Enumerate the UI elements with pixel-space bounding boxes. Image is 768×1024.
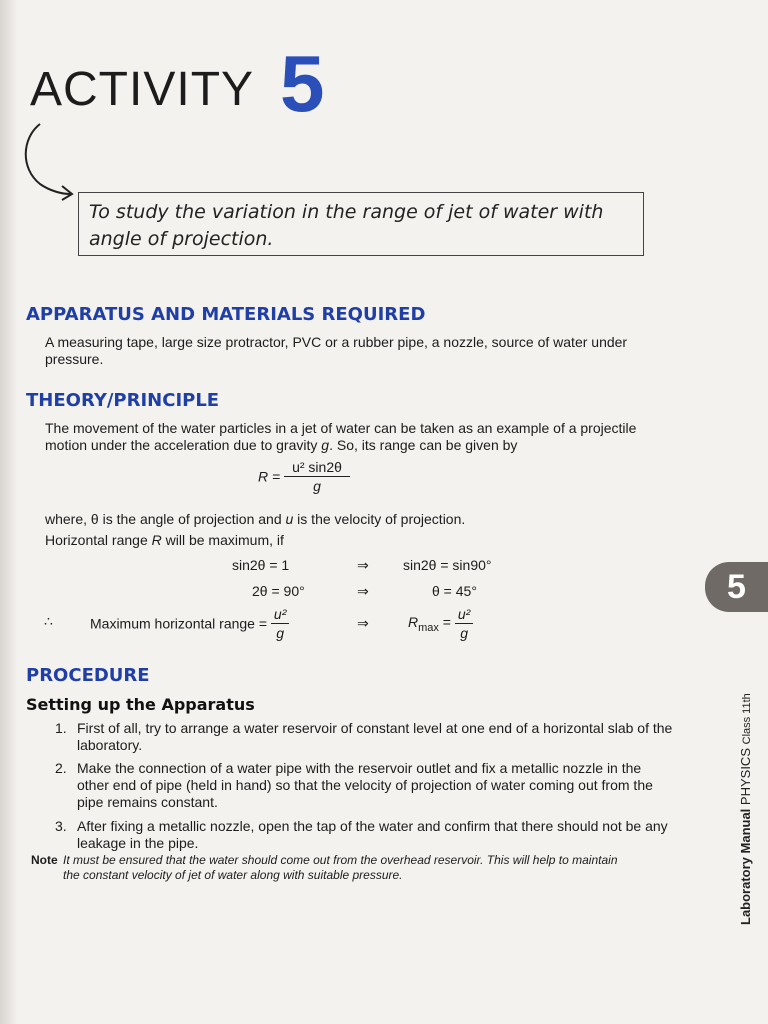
- where-b: is the velocity of projection.: [293, 511, 466, 527]
- step-line: pipe remains constant.: [77, 794, 218, 810]
- apparatus-heading: APPARATUS AND MATERIALS REQUIRED: [26, 304, 426, 325]
- apparatus-line-1: A measuring tape, large size protractor, PVC or a rubber pipe, a nozzle, source of water under: [45, 334, 628, 350]
- procedure-step-3: [55, 818, 695, 852]
- step-number: 2.: [55, 760, 67, 776]
- eq3-left: [90, 605, 289, 642]
- range-formula: [258, 458, 350, 495]
- side-label-class: Class 11th: [741, 693, 753, 745]
- apparatus-text: [45, 334, 705, 368]
- aim-line-2: angle of projection.: [89, 228, 274, 250]
- step-line: First of all, try to arrange a water reservoir of constant level at one end of a horizontal slab of the: [77, 720, 673, 736]
- therefore-symbol: ∴: [44, 613, 53, 629]
- step-number: 1.: [55, 720, 67, 736]
- activity-title: ACTIVITY: [30, 63, 255, 116]
- eq2-implies: ⇒: [357, 583, 369, 599]
- aim-line-1: To study the variation in the range of jet of water with: [89, 201, 604, 223]
- rmax-fraction: [455, 605, 473, 642]
- side-running-label: [738, 693, 753, 925]
- eq2-right: θ = 45°: [432, 583, 477, 599]
- where-a: where, θ is the angle of projection and: [45, 511, 286, 527]
- activity-number: 5: [280, 39, 325, 128]
- where-u: u: [285, 511, 294, 527]
- step-line: Make the connection of a water pipe with the reservoir outlet and fix a metallic nozzle in the: [77, 760, 642, 776]
- eq1-implies: ⇒: [357, 557, 369, 573]
- rmax-eq: =: [442, 613, 451, 630]
- eq3-denominator: g: [276, 625, 285, 641]
- eq3-right: [408, 605, 473, 642]
- formula-numerator: u² sin2θ: [284, 458, 350, 477]
- rmax-sub: max: [418, 621, 439, 634]
- horizontal-line: [45, 532, 284, 549]
- step-line: After fixing a metallic nozzle, open the tap of the water and confirm that there should not be any: [77, 818, 668, 834]
- step-line: other end of pipe (held in hand) so that the velocity of projection of water coming out from the: [77, 777, 653, 793]
- where-line: [45, 511, 465, 528]
- theory-line-1: The movement of the water particles in a jet of water can be taken as an example of a projectile: [45, 420, 637, 436]
- step-line: leakage in the pipe.: [77, 835, 199, 851]
- eq3-label: Maximum horizontal range =: [90, 615, 268, 632]
- theory-text: [45, 420, 705, 454]
- eq3-numerator: u²: [271, 605, 289, 624]
- step-number: 3.: [55, 818, 67, 834]
- theory-line-2-b: . So, its range can be given by: [329, 437, 518, 453]
- theory-heading: THEORY/PRINCIPLE: [26, 390, 220, 411]
- formula-fraction: [284, 458, 350, 495]
- aim-box: [78, 192, 644, 256]
- eq3-fraction: [271, 605, 289, 642]
- formula-lhs: R =: [258, 468, 281, 485]
- side-label-subject: PHYSICS: [738, 748, 753, 806]
- eq2-left: 2θ = 90°: [252, 583, 305, 599]
- note-label: Note: [31, 853, 58, 867]
- rmax-r: R: [408, 613, 419, 630]
- procedure-step-2: [55, 760, 695, 811]
- horiz-b: will be maximum, if: [161, 532, 284, 548]
- theory-line-2-a: motion under the acceleration due to gravity: [45, 437, 322, 453]
- step-line: laboratory.: [77, 737, 143, 753]
- eq1-right: sin2θ = sin90°: [403, 557, 492, 573]
- side-label-manual: Laboratory Manual: [738, 808, 753, 925]
- horiz-r: R: [151, 532, 162, 548]
- apparatus-line-2: pressure.: [45, 351, 104, 367]
- note-line-2: the constant velocity of jet of water along with suitable pressure.: [63, 868, 403, 882]
- procedure-step-1: [55, 720, 695, 754]
- theory-line-2-g: g: [321, 437, 330, 453]
- chapter-tab: 5: [705, 562, 768, 612]
- formula-denominator: g: [313, 478, 321, 494]
- rmax-denominator: g: [460, 625, 468, 641]
- procedure-subheading: Setting up the Apparatus: [26, 695, 255, 714]
- note-line-1: It must be ensured that the water should come out from the overhead reservoir. This will help to maintain: [63, 853, 618, 867]
- procedure-heading: PROCEDURE: [26, 665, 150, 686]
- rmax-numerator: u²: [455, 605, 473, 624]
- horiz-a: Horizontal range: [45, 532, 152, 548]
- eq1-left: sin2θ = 1: [232, 557, 290, 573]
- theory-line-2: [45, 437, 705, 454]
- note-block: [31, 853, 691, 883]
- eq3-implies: ⇒: [357, 615, 369, 631]
